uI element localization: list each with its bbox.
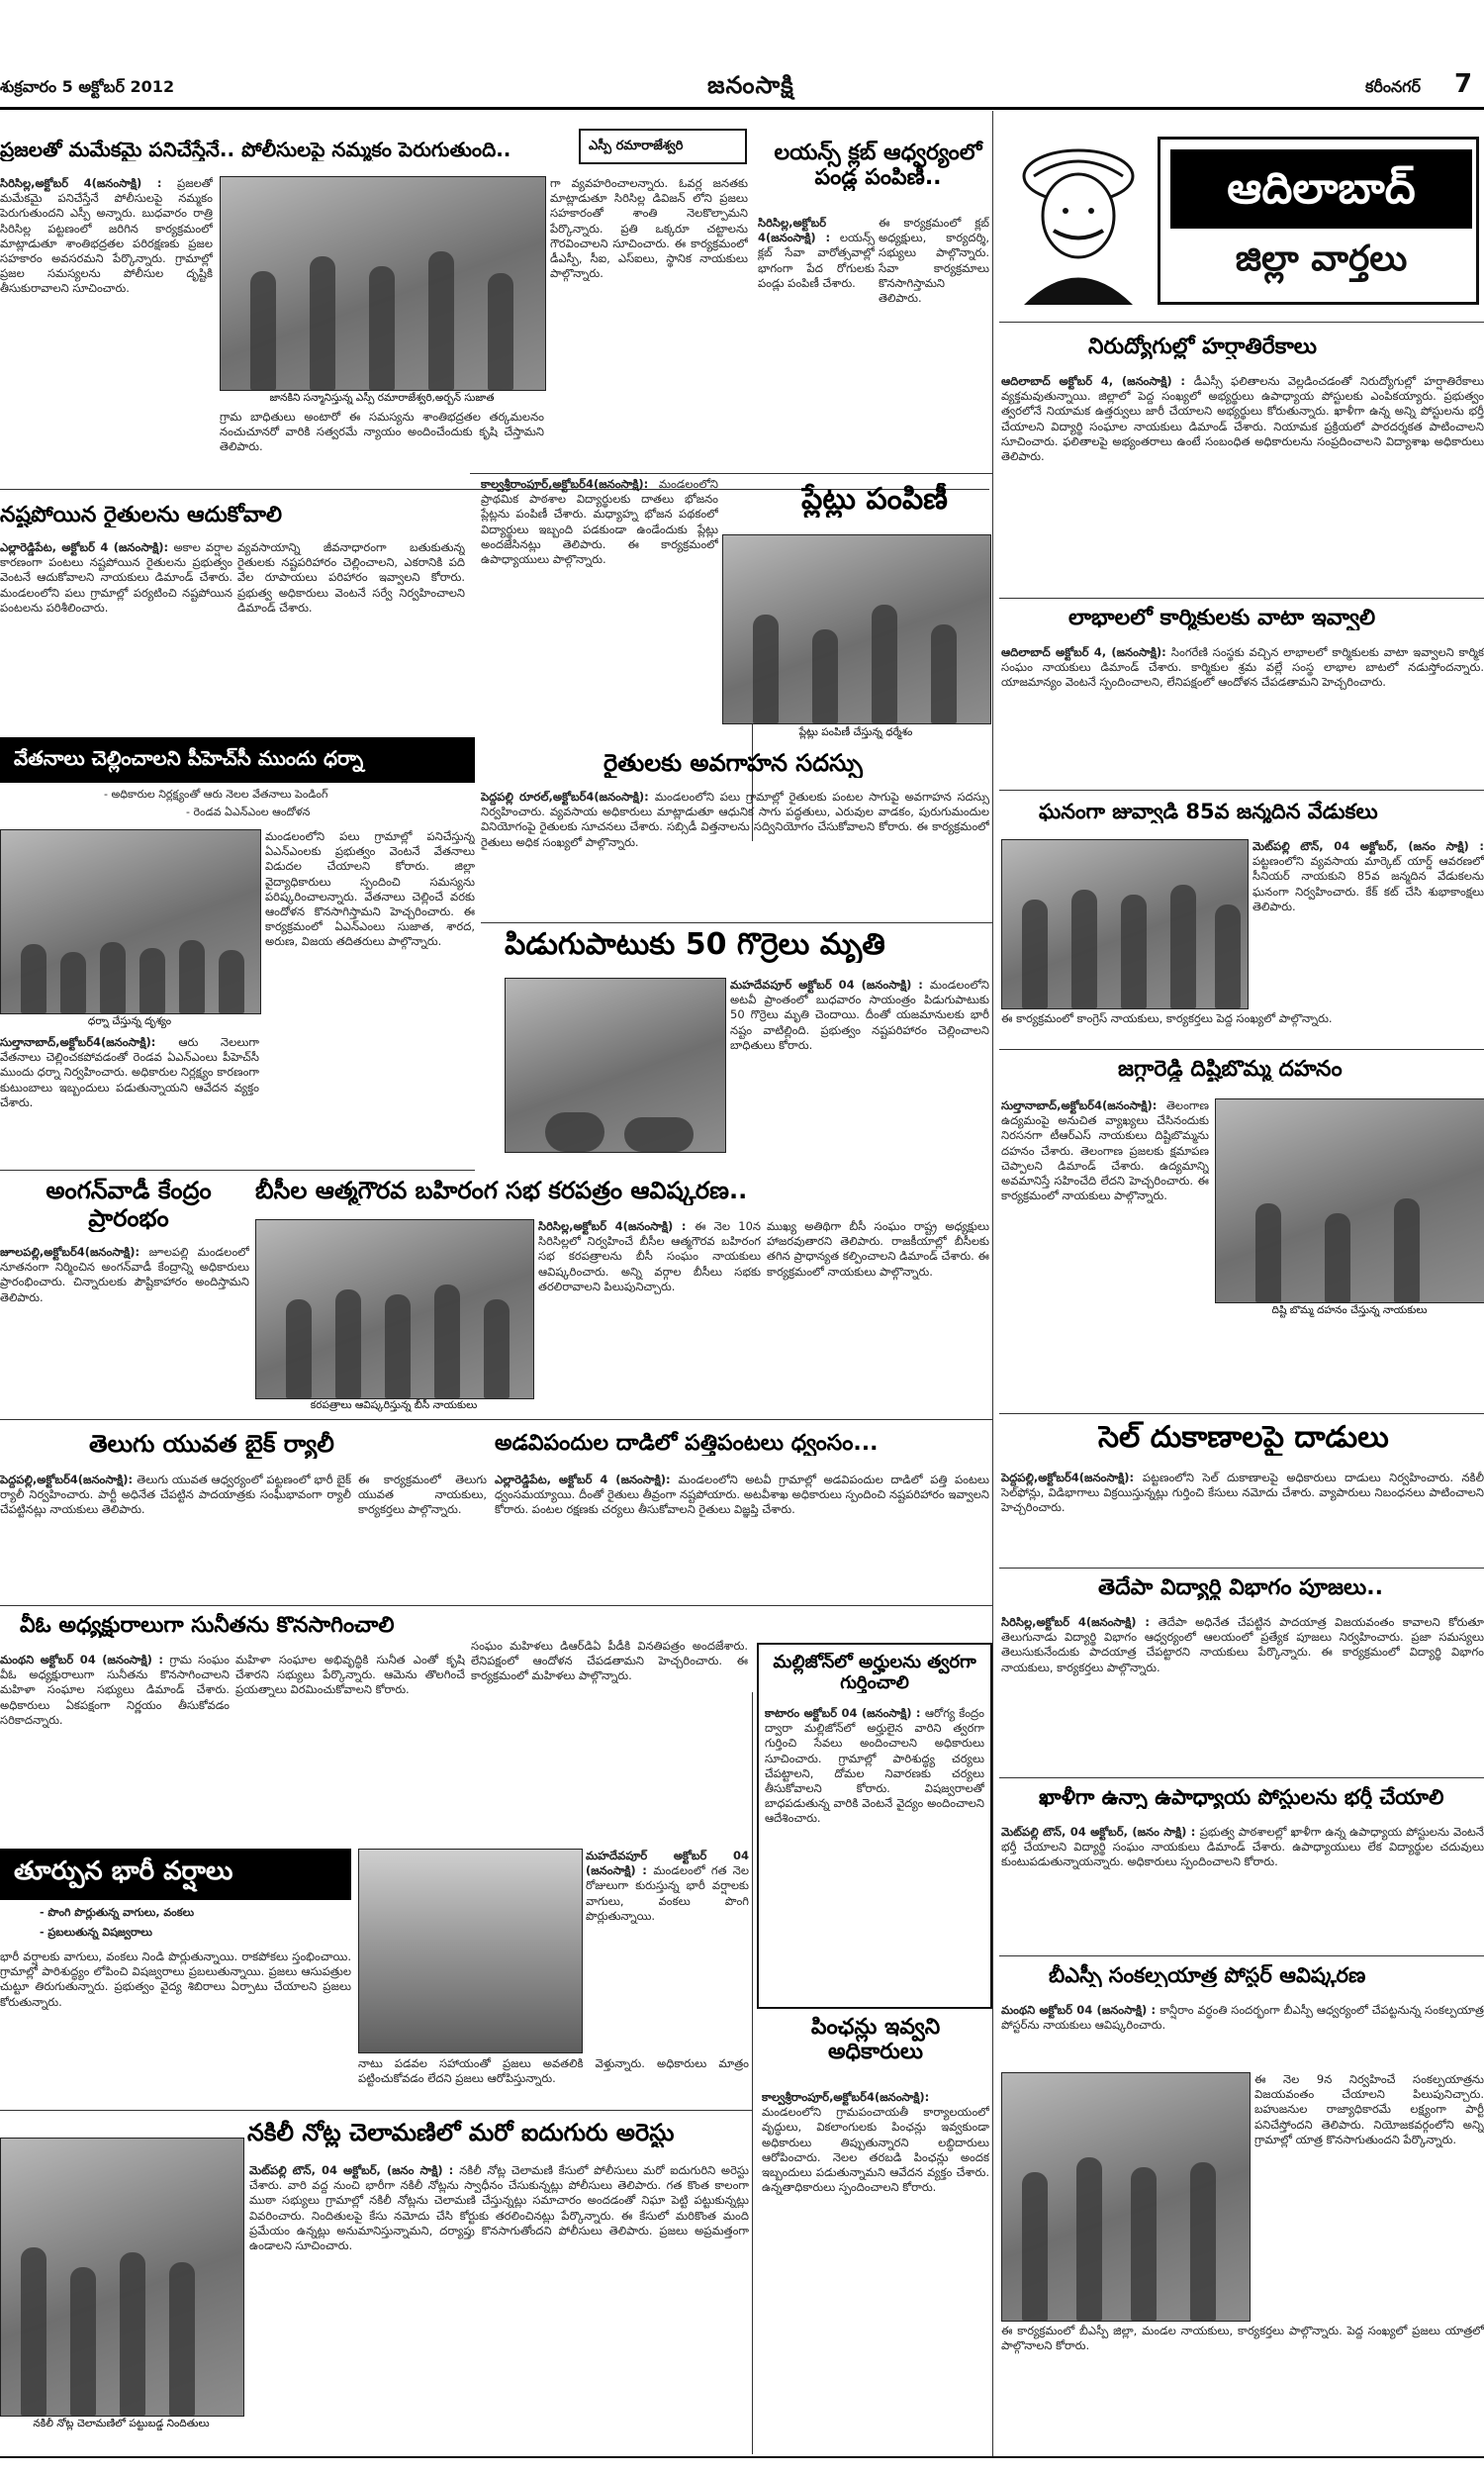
photo-lightning-sheep [505, 978, 726, 1153]
section-rule [999, 1777, 1484, 1778]
issue-date: శుక్రవారం 5 అక్టోబర్ 2012 [0, 77, 175, 96]
dateline-bc-sabha: సిరిసిల్ల,అక్టోబర్ 4(జనంసాక్షి) : [538, 1219, 696, 1233]
rains-title: తూర్పున భారీ వర్షాలు [14, 1856, 233, 1886]
photo-figure [753, 615, 779, 723]
photo-figure [624, 1117, 694, 1152]
bc-sabha-body-b: ముఖ్య అతిథిగా బీసీ సంఘం రాష్ట్ర అధ్యక్షులు హాజరవుతారని తెలిపారు. రాజకీయాల్లో బీసీలకు తగిన ప్రాధాన్యత కల్పించాలని డిమాండ్ చేశారు. ఈ కార్యక్రమంలో నాయకులు పాల్గొన్నారు. [767, 1219, 989, 1279]
masthead-rule [0, 107, 1484, 110]
photo-figure [812, 629, 838, 723]
malaria-box [757, 1643, 992, 2009]
section-rule [0, 1170, 475, 1171]
dharna-title: వేతనాలు చెల్లించాలని పీహెచ్‌సీ ముందు ధర్నా [14, 745, 364, 770]
headline-cell-shops: సెల్ దుకాణాలపై దాడులు [1098, 1421, 1389, 1455]
dateline-tdp: సిరిసిల్ల,అక్టోబర్ 4(జనంసాక్షి) : [1001, 1615, 1159, 1629]
dateline-pension: కాల్వశ్రీరాంపూర్,అక్టోబర్4(జనంసాక్షి): [762, 2090, 930, 2104]
photo-figure [100, 942, 126, 1013]
rains-sub1: - పొంగి పొర్లుతున్న వాగులు, వంకలు [40, 1906, 195, 1919]
district-banner [1004, 127, 1484, 315]
section-rule [470, 473, 752, 474]
photo-figure [872, 605, 897, 723]
headline-bsp: బీఎస్పీ సంకల్పయాత్ర పోస్టర్ ఆవిష్కరణ [1049, 1963, 1366, 1987]
section-rule [481, 922, 992, 923]
police-body-b: గా వ్యవహరించాలన్నారు. ఓవర్ల జనతకు మాట్లాడుతూ సిరిసిల్ల డివిజన్ లోని ప్రజలు సహకారంతో శాంతి నెలకొల్పామని పేర్కొన్నారు. ప్రతి ఒక్కరూ చట్టాలను గౌరవించాలని సూచించారు. ఈ కార్యక్రమంలో డీఎస్పీ, సీఐ, ఎస్ఐలు, స్థానిక నాయకులు పాల్గొన్నారు. [550, 176, 748, 281]
photo-figure [250, 271, 276, 390]
photo-figure [1121, 895, 1147, 1008]
photo-figure [1255, 1203, 1281, 1302]
headline-teachers: ఖాళీగా ఉన్నా ఉపాధ్యాయ పోస్టులను భర్తీ చేయాలి [1039, 1785, 1444, 1809]
dateline-birthday: మెట్‌పల్లి టౌన్, 04 అక్టోబర్, (జనం సాక్షి) : [1252, 839, 1484, 853]
district-subtitle: జిల్లా వార్తలు [1235, 238, 1408, 279]
vo-leader-body-b: మహిళా సంఘాల అభివృద్ధికి సునీత ఎంతో కృషి చేశారని సభ్యులు పేర్కొన్నారు. ఆమెను తొలగించే ప్రయత్నాలు విరమించుకోవాలని కోరారు. [235, 1653, 465, 1697]
section-rule [999, 790, 1484, 791]
bsp-body-a: మంథని అక్టోబర్ 04 (జనంసాక్షి) : కాన్షీరాం వర్ధంతి సందర్భంగా బీఎస్పీ ఆధ్వర్యంలో చేపట్టనున్న సంకల్పయాత్ర పోస్టర్‌ను నాయకులు ఆవిష్కరించారు. [1001, 2003, 1484, 2033]
caption-bc-sabha: కరపత్రాలు ఆవిష్కరిస్తున్న బీసీ నాయకులు [310, 1399, 478, 1411]
headline-wild-pigs: అడవిపందుల దాడిలో పత్తిపంటలు ధ్వంసం... [495, 1431, 879, 1456]
lions-body-a: సిరిసిల్ల,అక్టోబర్ 4(జనంసాక్షి) : లయన్స్ క్లబ్ సేవా వారోత్సవాల్లో భాగంగా పేద రోగులకు పండ్లు పంపిణీ చేశారు. [758, 216, 875, 290]
column-rule [992, 111, 993, 2456]
headline-farmers: నష్టపోయిన రైతులను ఆదుకోవాలి [0, 503, 283, 527]
rains-body-c: నాటు పడవల సహాయంతో ప్రజలు అవతలికి వెళ్తున్నారు. అధికారులు మాత్రం పట్టించుకోవడం లేదని ప్రజలు ఆరోపిస్తున్నారు. [358, 2056, 749, 2086]
malaria-title: మల్లిజోన్‌లో అర్హులను త్వరగా గుర్తించాలి [773, 1653, 976, 1693]
caption-police: జానకిని సన్మానిస్తున్న ఎస్పీ రమారాజేశ్వరి,అర్బన్ సుజాత [269, 392, 495, 404]
photo-figure [1190, 2162, 1216, 2321]
photo-figure [1394, 1198, 1420, 1302]
photo-bc-sabha [255, 1219, 534, 1399]
photo-dharna [0, 829, 261, 1014]
dharna-sub1: - అధికారుల నిర్లక్ష్యంతో ఆరు నెలల వేతనాలు పెండింగ్ [104, 788, 328, 801]
section-rule [0, 1419, 992, 1420]
photo-figure [488, 273, 513, 390]
section-rule [999, 1955, 1484, 1956]
dateline-wild-pigs: ఎల్లారెడ్డిపేట, అక్టోబర్ 4 (జనంసాక్షి): [495, 1473, 679, 1486]
section-rule [752, 473, 992, 474]
district-title-box [1158, 137, 1479, 305]
dateline-vo-leader: మంథని అక్టోబర్ 04 (జనంసాక్షి) : [0, 1653, 170, 1666]
headline-rains [0, 1849, 351, 1900]
dharna-body-b: మండలంలోని పలు గ్రామాల్లో పనిచేస్తున్న ఏఎన్ఎంలకు ప్రభుత్వం వెంటనే వేతనాలు విడుదల చేయాలని కోరారు. జిల్లా వైద్యాధికారులు స్పందించి సమస్యను పరిష్కరించాలన్నారు. వేతనాలు చెల్లించే వరకు ఆందోళన కొనసాగిస్తామని హెచ్చరించారు. ఈ కార్యక్రమంలో ఏఎన్ఎంలు సుజాత, శారద, అరుణ, విజయ తదితరులు పాల్గొన్నారు. [265, 829, 475, 949]
farmers-body-a: ఎల్లారెడ్డిపేట, అక్టోబర్ 4 (జనంసాక్షి): అకాల వర్షాల కారణంగా పంటలు నష్టపోయిన రైతులను ప్రభుత్వం వెంటనే ఆదుకోవాలని నాయకులు డిమాండ్ చేశారు. మండలంలోని పలు గ్రామాల్లో పర్యటించి నష్టపోయిన పంటలను పరిశీలించారు. [0, 540, 232, 615]
photo-plates [722, 534, 991, 724]
dateline-lions: సిరిసిల్ల,అక్టోబర్ 4(జనంసాక్షి) : [758, 216, 840, 245]
pension-title: పింఛన్లు ఇవ్వని అధికారులు [810, 2015, 941, 2065]
photo-figure [545, 1112, 604, 1152]
bc-sabha-body-a: సిరిసిల్ల,అక్టోబర్ 4(జనంసాక్షి) : ఈ నెల 10న సిరిసిల్లలో నిర్వహించే బీసీల ఆత్మగౌరవ బహిరంగ సభ కరపత్రాలను బీసీ సంఘం నాయకులు ఆవిష్కరించారు. అన్ని వర్గాల బీసీలు సభకు తరలిరావాలని పిలుపునిచ్చారు. [538, 1219, 761, 1293]
photo-effigy [1215, 1098, 1484, 1303]
dateline-dharna: సుల్తానాబాద్,అక్టోబర్4(జనంసాక్షి): [0, 1035, 179, 1049]
headline-malaria [765, 1653, 984, 1693]
photo-figure [219, 950, 244, 1013]
caption-effigy: దిష్టి బొమ్మ దహనం చేస్తున్న నాయకులు [1271, 1304, 1428, 1316]
headline-workers: లాభాలలో కార్మికులకు వాటా ఇవ్వాలి [1068, 606, 1376, 630]
rains-body-b: భారీ వర్షాలకు వాగులు, వంకలు నిండి పొర్లుతున్నాయి. రాకపోకలు స్తంభించాయి. గ్రామాల్లో పారిశుద్ధ్యం లోపించి విషజ్వరాలు ప్రబలుతున్నాయి. ప్రజలు ఆసుపత్రుల చుట్టూ తిరుగుతున్నారు. ప్రభుత్వం వైద్య శిబిరాలు ఏర్పాటు చేయాలని ప్రజలు కోరుతున్నారు. [0, 1950, 351, 2009]
dateline-effigy: సుల్తానాబాద్,అక్టోబర్4(జనంసాక్షి): [1001, 1098, 1166, 1112]
caption-plates: ప్లేట్లు పంపిణీ చేస్తున్న ధర్మేశం [798, 726, 913, 738]
vo-leader-body-a: మంథని అక్టోబర్ 04 (జనంసాక్షి) : గ్రామ సంఘం వీఓ అధ్యక్షురాలుగా సునీతను కొనసాగించాలని మహిళా సంఘాల సభ్యులు డిమాండ్ చేశారు. అధికారులు ఏకపక్షంగా నిర్ణయం తీసుకోవడం సరికాదన్నారు. [0, 1653, 230, 1727]
photo-figure [179, 940, 205, 1013]
dateline-farmers: ఎల్లారెడ్డిపేట, అక్టోబర్ 4 (జనంసాక్షి): [0, 540, 174, 554]
dateline-lightning: మహదేవపూర్ అక్టోబర్ 04 (జనంసాక్షి) : [730, 978, 930, 992]
effigy-body: సుల్తానాబాద్,అక్టోబర్4(జనంసాక్షి): తెలంగాణ ఉద్యమంపై అనుచిత వ్యాఖ్యలు చేసినందుకు నిరసనగా టీఆర్ఎస్ నాయకులు దిష్టిబొమ్మను దహనం చేశారు. తెలంగాణ ప్రజలకు క్షమాపణ చెప్పాలని డిమాండ్ చేశారు. ఉద్యమాన్ని అవమానిస్తే సహించేది లేదని హెచ్చరించారు. ఈ కార్యక్రమంలో నాయకులు పాల్గొన్నారు. [1001, 1098, 1209, 1203]
edition-name: కరీంనగర్ [1365, 77, 1422, 96]
bike-rally-body-b: ఈ కార్యక్రమంలో తెలుగు యువత నాయకులు, కార్యకర్తలు పాల్గొన్నారు. [358, 1473, 487, 1517]
dateline-cell-shops: పెద్దపల్లి,అక్టోబర్4(జనంసాక్షి): [1001, 1471, 1143, 1484]
photo-figure [1022, 900, 1048, 1008]
birthday-body-b: ఈ కార్యక్రమంలో కాంగ్రెస్ నాయకులు, కార్యకర్తలు పెద్ద సంఖ్యలో పాల్గొన్నారు. [1001, 1011, 1333, 1025]
photo-figure [335, 1289, 361, 1398]
headline-pension [767, 2015, 984, 2065]
caption-dharna: ధర్నా చేస్తున్న దృశ్యం [87, 1015, 172, 1027]
headline-lions [767, 141, 989, 191]
photo-figure [310, 256, 335, 390]
section-rule [0, 2110, 752, 2111]
anganwadi-body: జూలపల్లి,అక్టోబర్4(జనంసాక్షి): జూలపల్లి మండలంలో నూతనంగా నిర్మించిన అంగన్‌వాడీ కేంద్రాన్ని అధికారులు ప్రారంభించారు. చిన్నారులకు పౌష్టికాహారం అందిస్తామని తెలిపారు. [0, 1245, 249, 1304]
dateline-workers: ఆదిలాబాద్ అక్టోబర్ 4, (జనంసాక్షి): [1001, 645, 1171, 659]
newspaper-logo: జనంసాక్షి [707, 71, 794, 99]
teachers-body: మెట్‌పల్లి టౌన్, 04 అక్టోబర్, (జనం సాక్షి) : ప్రభుత్వ పాఠశాలల్లో ఖాళీగా ఉన్న ఉపాధ్యాయ పోస్టులను వెంటనే భర్తీ చేయాలని విద్యార్థి సంఘం నాయకులు డిమాండ్ చేశారు. ఉపాధ్యాయులు లేక విద్యార్థుల చదువులు కుంటుపడుతున్నాయన్నారు. అధికారులు స్పందించాలని కోరారు. [1001, 1825, 1484, 1869]
photo-birthday [1001, 839, 1249, 1009]
dateline-teachers: మెట్‌పల్లి టౌన్, 04 అక్టోబర్, (జనం సాక్షి) : [1001, 1825, 1200, 1839]
photo-bsp-poster [1001, 2072, 1251, 2322]
section-rule [999, 598, 1484, 599]
headline-vo-leader: వీఓ అధ్యక్షురాలుగా సునీతను కొనసాగించాలి [20, 1613, 395, 1638]
photo-figure [1076, 2157, 1102, 2321]
headline-plates: ప్లేట్లు పంపిణీ [801, 483, 948, 517]
dharna-body-a: సుల్తానాబాద్,అక్టోబర్4(జనంసాక్షి): ఆరు నెలలుగా వేతనాలు చెల్లించకపోవడంతో రెండవ ఏఎన్ఎంలు పీహెచ్‌సీ ముందు ధర్నా నిర్వహించారు. అధికారుల నిర్లక్ష్యం కారణంగా కుటుంబాలు ఇబ్బందులు పడుతున్నాయని ఆవేదన వ్యక్తం చేశారు. [0, 1035, 259, 1109]
dharna-sub2: - రెండవ ఏఎన్ఎంల ఆందోళన [186, 806, 311, 818]
bsp-body-b: ఈ నెల 9న నిర్వహించే సంకల్పయాత్రను విజయవంతం చేయాలని పిలుపునిచ్చారు. బహుజనుల రాజ్యాధికారమే లక్ష్యంగా పార్టీ పనిచేస్తోందని తెలిపారు. నియోజకవర్గంలోని అన్ని గ్రామాల్లో యాత్ర కొనసాగుతుందని పేర్కొన్నారు. [1254, 2072, 1484, 2146]
headline-tdp: తెదేపా విద్యార్థి విభాగం పూజలు.. [1098, 1575, 1383, 1600]
caption-fake-notes: నకిలీ నోట్ల చెలామణిలో పట్టుబడ్డ నిందితులు [33, 2418, 210, 2429]
police-tag-box [579, 129, 747, 164]
dateline-malaria: కాటారం అక్టోబర్ 04 (జనంసాక్షి) : [765, 1706, 925, 1720]
photo-figure [1170, 885, 1196, 1008]
photo-figure [369, 266, 395, 390]
dateline-police: సిరిసిల్ల,అక్టోబర్ 4(జనంసాక్షి) : [0, 176, 178, 190]
dateline-anganwadi: జూలపల్లి,అక్టోబర్4(జనంసాక్షి): [0, 1245, 149, 1259]
photo-figure [139, 948, 165, 1013]
lions-title: లయన్స్ క్లబ్ ఆధ్వర్యంలో పండ్ల పంపిణీ.. [774, 141, 982, 191]
photo-figure [428, 251, 454, 390]
photo-figure [434, 1285, 460, 1398]
lightning-body: మహదేవపూర్ అక్టోబర్ 04 (జనంసాక్షి) : మండలంలోని అటవీ ప్రాంతంలో బుధవారం సాయంత్రం పిడుగుపాటుకు 50 గొర్రెలు మృతి చెందాయి. దీంతో యజమానులకు భారీ నష్టం వాటిల్లింది. ప్రభుత్వం నష్టపరిహారం చెల్లించాలని బాధితులు కోరారు. [730, 978, 989, 1052]
section-rule [999, 1049, 1484, 1050]
photo-figure [60, 952, 86, 1013]
photo-figure [286, 1299, 312, 1398]
malaria-body: కాటారం అక్టోబర్ 04 (జనంసాక్షి) : ఆరోగ్య కేంద్రం ద్వారా మల్లిజోన్‌లో అర్హులైన వారిని త్వరగా గుర్తించి సేవలు అందించాలని అధికారులు సూచించారు. గ్రామాల్లో పారిశుద్ధ్య చర్యలు చేపట్టాలని, దోమల నివారణకు చర్యలు తీసుకోవాలని కోరారు. విషజ్వరాలతో బాధపడుతున్న వారికి వెంటనే వైద్యం అందించాలని ఆదేశించారు. [765, 1706, 984, 1826]
plates-body: కాల్వశ్రీరాంపూర్,అక్టోబర్4(జనంసాక్షి): మండలంలోని ప్రాథమిక పాఠశాల విద్యార్థులకు దాతలు భోజనం ప్లేట్లను పంపిణీ చేశారు. మధ్యాహ్న భోజన పథకంలో విద్యార్థులు ఇబ్బంది పడకుండా ఉండేందుకు ప్లేట్లు అందజేసినట్లు తెలిపారు. ఈ కార్యక్రమంలో ఉపాధ్యాయులు పాల్గొన్నారు. [481, 477, 718, 567]
tdp-body: సిరిసిల్ల,అక్టోబర్ 4(జనంసాక్షి) : తెదేపా అధినేత చేపట్టిన పాదయాత్ర విజయవంతం కావాలని కోరుతూ తెలుగునాడు విద్యార్థి విభాగం ఆధ్వర్యంలో ఆలయంలో ప్రత్యేక పూజలు నిర్వహించారు. ప్రజా సమస్యలు తెలుసుకునేందుకు పాదయాత్ర చేపట్టారని నాయకులు పేర్కొన్నారు. ఈ కార్యక్రమంలో విద్యార్థి విభాగం నాయకులు, కార్యకర్తలు పాల్గొన్నారు. [1001, 1615, 1484, 1674]
birthday-body-a: మెట్‌పల్లి టౌన్, 04 అక్టోబర్, (జనం సాక్షి) : పట్టణంలోని వ్యవసాయ మార్కెట్ యార్డ్ ఆవరణలో సీనియర్ నాయకుని 85వ జన్మదిన వేడుకలను ఘనంగా నిర్వహించారు. కేక్ కట్ చేసి శుభాకాంక్షలు తెలిపారు. [1252, 839, 1484, 913]
headline-effigy: జగ్గారెడ్డి దిష్టిబొమ్మ దహనం [1118, 1057, 1343, 1082]
headline-anganwadi [10, 1178, 247, 1232]
headline-bike-rally: తెలుగు యువత బైక్ ర్యాలీ [89, 1431, 334, 1458]
photo-figure [21, 2247, 46, 2416]
headline-police: ప్రజలతో మమేకమై పనిచేస్తేనే.. పోలీసులపై నమ్మకం పెరుగుతుంది.. [0, 139, 511, 161]
headline-unemployed: నిరుద్యోగుల్లో హర్షాతిరేకాలు [1088, 334, 1317, 359]
photo-figure [1022, 2172, 1048, 2321]
photo-figure [21, 944, 46, 1013]
police-body-c: గ్రామ బాధితులు అంటారో ఈ సమస్యను శాంతిభద్రతల తర్కమలనం నంచుచూనరో వారికి సత్వరమే న్యాయం అందించేందుకు కృషి చేస్తామని తెలిపారు. [220, 410, 544, 454]
dateline-bike-rally: పెద్దపల్లి,అక్టోబర్4(జనంసాక్షి): [0, 1473, 138, 1486]
pension-body: కాల్వశ్రీరాంపూర్,అక్టోబర్4(జనంసాక్షి): మండలంలోని గ్రామపంచాయతీ కార్యాలయంలో వృద్ధులు, వికలాంగులకు పింఛన్లు ఇవ్వకుండా అధికారులు తిప్పుతున్నారని లబ్ధిదారులు ఆరోపించారు. నెలల తరబడి పింఛన్లు అందక ఇబ్బందులు పడుతున్నామని ఆవేదన వ్యక్తం చేశారు. ఉన్నతాధికారులు స్పందించాలని కోరారు. [762, 2090, 989, 2195]
lions-body-b: ఈ కార్యక్రమంలో క్లబ్ అధ్యక్షులు, కార్యదర్శి, సభ్యులు పాల్గొన్నారు. సేవా కార్యక్రమాలు కొనసాగిస్తామని తెలిపారు. [879, 216, 989, 306]
awareness-body: పెద్దపల్లి రూరల్,అక్టోబర్4(జనంసాక్షి): మండలంలోని పలు గ్రామాల్లో రైతులకు పంటల సాగుపై అవగాహన సదస్సు నిర్వహించారు. వ్యవసాయ అధికారులు మాట్లాడుతూ ఆధునిక సాగు పద్ధతులు, ఎరువుల వాడకం, పురుగుమందుల వినియోగంపై రైతులకు సూచనలు చేశారు. సబ్సిడీ విత్తనాలను సద్వినియోగం చేసుకోవాలని కోరారు. ఈ కార్యక్రమంలో రైతులు అధిక సంఖ్యలో పాల్గొన్నారు. [481, 790, 989, 849]
headline-birthday: ఘనంగా జువ్వాడి 85వ జన్మదిన వేడుకలు [1039, 800, 1378, 823]
fake-notes-body: మెట్‌పల్లి టౌన్, 04 అక్టోబర్, (జనం సాక్షి) : నకిలీ నోట్ల చెలామణి కేసులో పోలీసులు మరో ఐదుగురిని అరెస్టు చేశారు. వారి వద్ద నుంచి భారీగా నకిలీ నోట్లను స్వాధీనం చేసుకున్నట్లు పోలీసులు తెలిపారు. గత కొంత కాలంగా ముఠా సభ్యులు గ్రామాల్లో నకిలీ నోట్లను చెలామణి చేస్తున్నట్లు సమాచారం అందడంతో నిఘా పెట్టి పట్టుకున్నట్లు వివరించారు. నిందితులపై కేసు నమోదు చేసి కోర్టుకు తరలించినట్లు పేర్కొన్నారు. ఈ కేసులో మరికొంత మంది ప్రమేయం ఉన్నట్లు అనుమానిస్తున్నామని, దర్యాప్తు కొనసాగుతోందని పోలీసులు తెలిపారు. ప్రజలు అప్రమత్తంగా ఉండాలని సూచించారు. [249, 2163, 749, 2253]
portrait-illustration [1004, 137, 1153, 305]
unemployed-body: ఆదిలాబాద్ అక్టోబర్ 4, (జనంసాక్షి) : డీఎస్సీ ఫలితాలను వెల్లడించడంతో నిరుద్యోగుల్లో హర్షాతిరేకాలు వ్యక్తమవుతున్నాయి. జిల్లాలో పెద్ద సంఖ్యలో అభ్యర్థులు ఉపాధ్యాయ పోస్టులకు ఎంపికయ్యారు. ప్రభుత్వం త్వరలోనే నియామక ఉత్తర్వులు జారీ చేయాలని అభ్యర్థులు కోరుతున్నారు. ఖాళీగా ఉన్న అన్ని పోస్టులను భర్తీ చేయాలని విద్యార్థి సంఘాల నాయకులు డిమాండ్ చేశారు. నియామక ప్రక్రియలో పారదర్శకత పాటించాలని సూచించారు. ఫలితాలపై అభ్యంతరాలు ఉంటే సంబంధిత అధికారులను సంప్రదించాలని విద్యాశాఖ అధికారులు తెలిపారు. [1001, 374, 1484, 464]
photo-figure [1131, 2167, 1157, 2321]
photo-figure [385, 1294, 411, 1398]
headline-dharna [0, 737, 475, 783]
dateline-fake-notes: మెట్‌పల్లి టౌన్, 04 అక్టోబర్, (జనం సాక్షి) : [249, 2163, 460, 2177]
dateline-bsp: మంథని అక్టోబర్ 04 (జనంసాక్షి) : [1001, 2003, 1160, 2017]
headline-fake-notes: నకిలీ నోట్ల చెలామణిలో మరో ఐదుగురు అరెస్టు [247, 2120, 675, 2146]
police-body-a: సిరిసిల్ల,అక్టోబర్ 4(జనంసాక్షి) : ప్రజలతో మమేకమై పనిచేస్తేనే పోలీసులపై నమ్మకం పెరుగుతుందని ఎస్పీ అన్నారు. బుధవారం రాత్రి సిరిసిల్ల పట్టణంలో జరిగిన కార్యక్రమంలో మాట్లాడుతూ శాంతిభద్రతల పరిరక్షణకు ప్రజల సహకారం అవసరమని పేర్కొన్నారు. గ్రామాల్లో ప్రజల సమస్యలను పోలీసుల దృష్టికి తీసుకురావాలని సూచించారు. [0, 176, 213, 296]
bike-rally-body-a: పెద్దపల్లి,అక్టోబర్4(జనంసాక్షి): తెలుగు యువత ఆధ్వర్యంలో పట్టణంలో భారీ బైక్ ర్యాలీ నిర్వహించారు. పార్టీ అధినేత చేపట్టిన పాదయాత్రకు సంఘీభావంగా ర్యాలీ చేపట్టినట్లు నాయకులు తెలిపారు. [0, 1473, 351, 1517]
page-bottom-rule [0, 2456, 1484, 2458]
photo-figure [169, 2262, 195, 2416]
farmers-body-b: వ్యవసాయాన్ని జీవనాధారంగా బతుకుతున్న రైతులకు నష్టపరిహారం చెల్లించాలని, ఎకరానికి పది వేల రూపాయలు పరిహారం ఇవ్వాలని కోరారు. ప్రభుత్వ అధికారులు వెంటనే సర్వే నిర్వహించాలని డిమాండ్ చేశారు. [237, 540, 465, 615]
photo-figure [931, 624, 957, 723]
column-rule [752, 1692, 753, 2454]
section-rule [999, 1568, 1484, 1569]
leader-portrait-icon [1004, 137, 1153, 305]
bsp-body-c: ఈ కార్యక్రమంలో బీఎస్పీ జిల్లా, మండల నాయకులు, కార్యకర్తలు పాల్గొన్నారు. పెద్ద సంఖ్యలో ప్రజలు యాత్రలో పాల్గొనాలని కోరారు. [1001, 2324, 1484, 2353]
dateline-plates: కాల్వశ్రీరాంపూర్,అక్టోబర్4(జనంసాక్షి): [481, 477, 659, 491]
headline-awareness: రైతులకు అవగాహన సదస్సు [603, 750, 863, 777]
page-number: 7 [1454, 69, 1473, 99]
cell-shops-body: పెద్దపల్లి,అక్టోబర్4(జనంసాక్షి): పట్టణంలోని సెల్ దుకాణాలపై అధికారులు దాడులు నిర్వహించారు. నకిలీ సెల్‌ఫోన్లు, విడిభాగాలు విక్రయిస్తున్నట్లు గుర్తించి కేసులు నమోదు చేశారు. వ్యాపారులు నిబంధనలు పాటించాలని హెచ్చరించారు. [1001, 1471, 1484, 1515]
photo-figure [120, 2252, 145, 2416]
photo-rains-flood [358, 1849, 583, 2053]
police-tag: ఎస్పీ రమారాజేశ్వరి [589, 139, 684, 153]
vo-leader-body-c: సంఘం మహిళలు డిఆర్‌డిఏ పీడీకి వినతిపత్రం అందజేశారు. లేనిపక్షంలో ఆందోళన చేపడతామని హెచ్చరించారు. ఈ కార్యక్రమంలో మహిళలు పాల్గొన్నారు. [471, 1639, 748, 1683]
rains-sub2: - ప్రబలుతున్న విషజ్వరాలు [40, 1926, 152, 1939]
section-rule [0, 1605, 992, 1606]
wild-pigs-body: ఎల్లారెడ్డిపేట, అక్టోబర్ 4 (జనంసాక్షి): మండలంలోని అటవీ గ్రామాల్లో అడవిపందుల దాడిలో పత్తి పంటలు ధ్వంసమయ్యాయి. దీంతో రైతులు తీవ్రంగా నష్టపోయారు. అటవీశాఖ అధికారులు స్పందించి నష్టపరిహారం ఇవ్వాలని కోరారు. పంటల రక్షణకు చర్యలు తీసుకోవాలని రైతులు విజ్ఞప్తి చేశారు. [495, 1473, 989, 1517]
dateline-rains: మహదేవపూర్ అక్టోబర్ 04 (జనంసాక్షి) : [586, 1849, 749, 1878]
section-rule [999, 322, 1484, 323]
anganwadi-title: అంగన్‌వాడీ కేంద్రం ప్రారంభం [46, 1178, 212, 1232]
workers-body: ఆదిలాబాద్ అక్టోబర్ 4, (జనంసాక్షి): సింగరేణి సంస్థకు వచ్చిన లాభాలలో కార్మికులకు వాటా ఇవ్వాలని కార్మిక సంఘం నాయకులు డిమాండ్ చేశారు. కార్మికుల శ్రమ వల్లే సంస్థ లాభాల బాటలో నడుస్తోందన్నారు. యాజమాన్యం వెంటనే స్పందించాలని, లేనిపక్షంలో ఆందోళన చేపడతామని హెచ్చరించారు. [1001, 645, 1484, 690]
photo-police-felicitation [220, 176, 546, 391]
headline-lightning: పిడుగుపాటుకు 50 గొర్రెలు మృతి [505, 928, 885, 962]
rains-body-a: మహదేవపూర్ అక్టోబర్ 04 (జనంసాక్షి) : మండలంలో గత నెల రోజులుగా కురుస్తున్న భారీ వర్షాలకు వాగులు, వంకలు పొంగి పొర్లుతున్నాయి. [586, 1849, 749, 1923]
photo-figure [484, 1299, 510, 1398]
section-rule [999, 1413, 1484, 1414]
headline-bc-sabha: బీసీల ఆత్మగౌరవ బహిరంగ సభ కరపత్రం ఆవిష్కరణ.. [255, 1178, 748, 1204]
district-title: ఆదిలాబాద్ [1170, 149, 1472, 229]
photo-fake-notes [0, 2138, 244, 2417]
photo-figure [1215, 904, 1241, 1008]
dateline-awareness: పెద్దపల్లి రూరల్,అక్టోబర్4(జనంసాక్షి): [481, 790, 655, 804]
photo-figure [70, 2267, 96, 2416]
photo-figure [1325, 1213, 1350, 1302]
photo-figure [1071, 890, 1097, 1008]
dateline-unemployed: ఆదిలాబాద్ అక్టోబర్ 4, (జనంసాక్షి) : [1001, 374, 1194, 388]
masthead [0, 0, 1484, 111]
